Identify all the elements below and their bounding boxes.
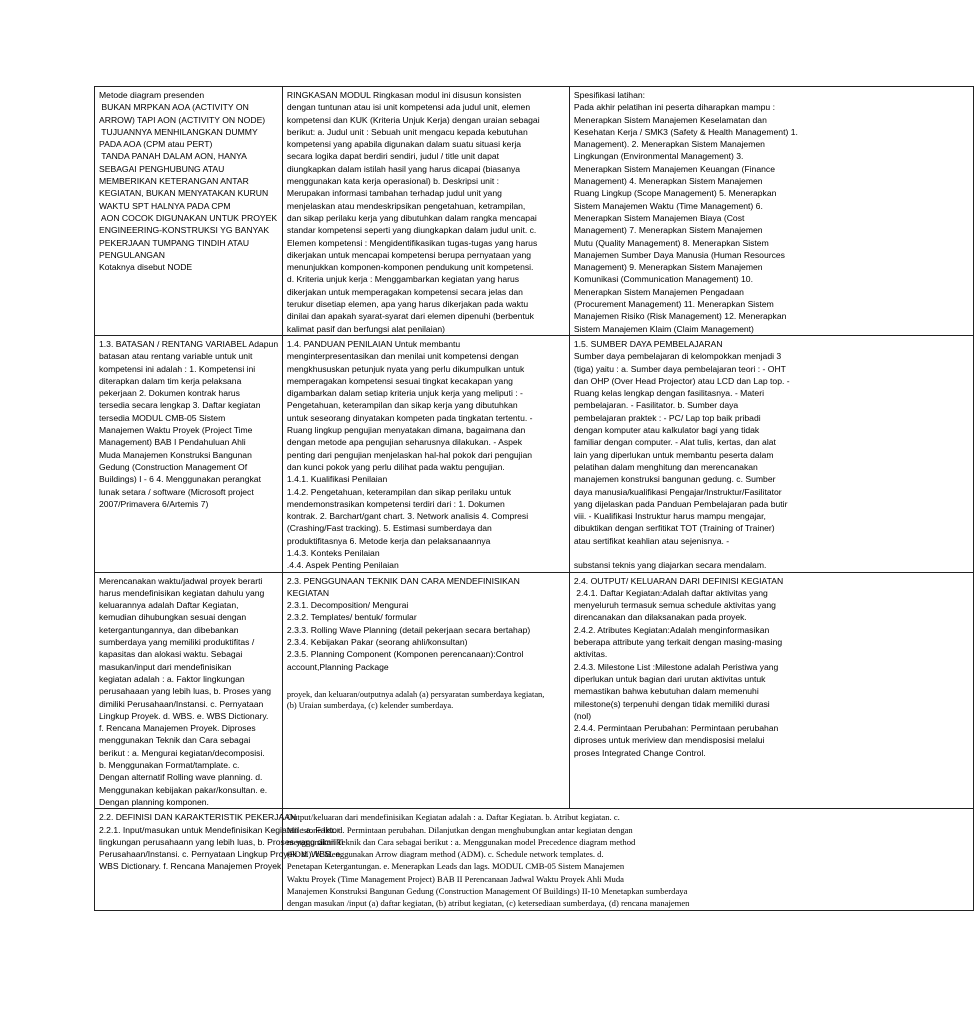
text-line: Elemen kompetensi : Mengidentifikasikan tugas-tugas yang harus bbox=[286, 237, 538, 248]
text-line: perusahaaan yang lebih luas, b. Proses yang bbox=[99, 686, 271, 697]
text-line: (b) Uraian sumberdaya, (c) kelender sumberdaya. bbox=[286, 700, 454, 710]
text-line: keluarannya adalah Daftar Kegiatan, bbox=[99, 600, 239, 611]
text-line: diungkapkan dalam istilah hasil yang harus dicapai (biasanya bbox=[286, 163, 521, 174]
text-line: d. Kriteria unjuk kerja : Menggambarkan kegiatan yang harus bbox=[286, 274, 520, 285]
text-line: 2.2.1. Input/masukan untuk Mendefinisikan Kegiatan : a. Faktor bbox=[99, 824, 340, 835]
text-line: dengan metode apa pengujian seharusnya dilakukan. - Aspek bbox=[286, 437, 522, 448]
text-line: WBS Dictionary. f. Rencana Manajemen Proyek. bbox=[99, 861, 284, 872]
text-line: BUKAN MRPKAN AOA (ACTIVITY ON bbox=[99, 102, 249, 113]
cell-batasan-variabel bbox=[95, 335, 283, 572]
text-line: Merencanakan waktu/jadwal proyek berarti bbox=[99, 575, 263, 586]
text-line: proses Integrated Change Control. bbox=[573, 747, 706, 758]
text-line: digambarkan dalam setiap kriteria unjuk kerja yang meliputi : - bbox=[286, 388, 523, 399]
text-line: ketergantungannya, dan dibebankan bbox=[99, 624, 239, 635]
text-line: direncanakan dan dilaksanakan pada proyek. bbox=[573, 612, 747, 623]
cell-penggunaan-teknik bbox=[282, 572, 569, 809]
cell-panduan-penilaian bbox=[282, 335, 569, 572]
text-line: proyek, dan keluaran/outputnya adalah (a) persyaratan sumberdaya kegiatan, bbox=[286, 689, 545, 699]
text-line: memperagakan kompetensi sesuai tingkat kecakapan yang bbox=[286, 375, 513, 386]
text-line: Dengan planning komponen. bbox=[99, 796, 209, 807]
text-line: Gedung (Construction Management Of bbox=[99, 461, 248, 472]
text-line: terukur disetiap elemen, apa yang harus dikerjakan pada waktu bbox=[286, 299, 529, 310]
text-line: Menerapkan Sistem Manajemen Biaya (Cost bbox=[573, 212, 745, 223]
table-row bbox=[95, 809, 974, 910]
text-line: dan OHP (Over Head Projector) atau LCD dan Lap top. - bbox=[573, 375, 790, 386]
text-line: dengan masukan /input (a) daftar kegiatan, (b) atribut kegiatan, (c) ketersediaan sumberdaya, (d) rencana manajemen bbox=[286, 898, 690, 909]
text-line: dimiliki Perusahaan/Instansi. c. Pernyataan bbox=[99, 698, 264, 709]
text-line: (nol) bbox=[573, 710, 592, 721]
text-line: Milestone list. d. Permintaan perubahan. Dilanjutkan dengan menghubungkan antar kegiatan dengan bbox=[286, 824, 633, 835]
text-line: Menerapkan Sistem Manajemen Keuangan (Finance bbox=[573, 163, 775, 174]
text-line: pembelajaran praktek : - PC/ Lap top baik pribadi bbox=[573, 412, 761, 423]
text-line: Merupakan informasi tambahan terhadap judul unit yang bbox=[286, 188, 502, 199]
text-line: Pada akhir pelatihan ini peserta diharapkan mampu : bbox=[573, 102, 775, 113]
text-line: Kesehatan Kerja / SMK3 (Safety & Health Management) 1. bbox=[573, 126, 798, 137]
text-line: mendemonstrasikan kompetensi terdiri dari : 1. Dokumen bbox=[286, 498, 505, 509]
text-line: atau sertifikat keahlian atau sejenisnya. - bbox=[573, 535, 730, 546]
text-line: berikut: a. Judul unit : Sebuah unit mengacu kepada kebutuhan bbox=[286, 126, 528, 137]
text-line: Dengan alternatif Rolling wave planning. d. bbox=[99, 772, 263, 783]
text-line: lingkungan perusahaann yang lebih luas, b. Proses yang dimiliki bbox=[99, 836, 344, 847]
text-line: kegiatan adalah : a. Faktor lingkungan bbox=[99, 673, 245, 684]
table-row bbox=[95, 572, 974, 809]
text-line: menginterpresentasikan dan menilai unit kompetensi dengan bbox=[286, 351, 519, 362]
text-line: familiar dengan computer. - Alat tulis, kertas, dan alat bbox=[573, 437, 776, 448]
content-table bbox=[94, 86, 974, 911]
text-line: 2007/Primavera 6/Artemis 7) bbox=[99, 498, 209, 509]
text-line: menjelaskan atau mendeskripsikan pengetahuan, ketrampilan, bbox=[286, 200, 526, 211]
cell-definisi-karakteristik bbox=[95, 809, 344, 910]
text-line: diproses untuk meriview dan mendisposisi melalui bbox=[573, 735, 765, 746]
text-line: ARROW) TAPI AON (ACTIVITY ON NODE) bbox=[99, 114, 266, 125]
text-line: f. Rencana Manajemen Proyek. Diproses bbox=[99, 723, 256, 734]
cell-spesifikasi-latihan bbox=[569, 87, 973, 336]
text-line: berikut : a. Mengurai kegiatan/decomposisi. bbox=[99, 747, 265, 758]
text-line: kemudian dihubungkan sesuai dengan bbox=[99, 612, 247, 623]
text-line: 2.4. OUTPUT/ KELUARAN DARI DEFINISI KEGIATAN bbox=[573, 575, 784, 586]
text-line: 2.3.4. Kebijakan Pakar (seorang ahli/konsultan) bbox=[286, 637, 468, 648]
text-line: masukan/input dari mendefinisikan bbox=[99, 661, 232, 672]
text-line: RINGKASAN MODUL Ringkasan modul ini disusun konsisten bbox=[286, 90, 522, 100]
text-line: substansi teknis yang diajarkan secara mendalam. bbox=[573, 560, 767, 571]
text-line: 2.3.1. Decomposition/ Mengurai bbox=[286, 600, 409, 611]
text-line: (PDM). b. Menggunakan Arrow diagram method (ADM). c. Schedule network templates. d. bbox=[286, 849, 604, 860]
text-line: PADA AOA (CPM atau PERT) bbox=[99, 139, 213, 150]
text-line: kompetensi ini adalah : 1. Kompetensi ini bbox=[99, 363, 256, 374]
text-line: Management) 4. Menerapkan Sistem Manajemen bbox=[573, 176, 763, 187]
text-line: milestone(s) terpenuhi dengan tidak memiliki durasi bbox=[573, 698, 770, 709]
text-line: penting dari pengujian menjelaskan hal-hal pokok dari pengujian bbox=[286, 449, 533, 460]
text-line: 1.4.1. Kualifikasi Penilaian bbox=[286, 474, 388, 485]
text-line: Menerapkan Sistem Manajemen Pengadaan bbox=[573, 286, 744, 297]
document-page bbox=[94, 86, 798, 909]
text-line bbox=[574, 547, 970, 559]
text-line: kompetensi dan KUK (Kriteria Unjuk Kerja) dengan uraian sebagai bbox=[286, 114, 540, 125]
text-line: Ruang kelas lengkap dengan fasilitasnya. - Materi bbox=[573, 388, 764, 399]
cell-output-kegiatan bbox=[282, 809, 973, 910]
text-line: beberapa attribute yang terkait dengan masing-masing bbox=[573, 637, 783, 648]
text-line: Buildings) I - 6 4. Menggunakan perangkat bbox=[99, 474, 261, 485]
text-line: 2.4.2. Atributes Kegiatan:Adalah menginformasikan bbox=[573, 624, 770, 635]
text-line: Mutu (Quality Management) 8. Menerapkan Sistem bbox=[573, 237, 769, 248]
text-line: dibuktikan dengan serfitikat TOT (Training of Trainer) bbox=[573, 523, 775, 534]
text-line: .4.4. Aspek Penting Penilaian bbox=[286, 560, 399, 571]
text-line: kompetensi yang apabila digunakan dalam suatu situasi kerja bbox=[286, 139, 522, 150]
cell-merencanakan-waktu bbox=[95, 572, 283, 809]
text-line: dikerjakan untuk mencapai kompetensi berupa pernyataan yang bbox=[286, 249, 532, 260]
text-line: Pengetahuan, keterampilan dan sikap kerja yang dibutuhkan bbox=[286, 400, 518, 411]
text-line: menyeluruh termasuk semua schedule aktivitas yang bbox=[573, 600, 776, 611]
text-line: menunjukkan komponen-komponen pendukung unit kompetensi. bbox=[286, 262, 534, 273]
text-line: kapasitas dan alokasi waktu. Sebagai bbox=[99, 649, 243, 660]
text-line: dan sikap perilaku kerja yang dibutuhkan dalam rangka mencapai bbox=[286, 212, 537, 223]
text-line: diterapkan dalam tim kerja pelaksana bbox=[99, 375, 242, 386]
text-line: sumberdaya yang memiliki produktifitas / bbox=[99, 637, 255, 648]
text-line: Menerapkan Sistem Manajemen Keselamatan dan bbox=[573, 114, 767, 125]
text-line: 2.2. DEFINISI DAN KARAKTERISTIK PEKERJAAN bbox=[99, 812, 297, 823]
text-line: Sistem Manajemen Waktu (Time Management) 6. bbox=[573, 200, 763, 211]
text-line: 1.4.2. Pengetahuan, keterampilan dan sikap perilaku untuk bbox=[286, 486, 511, 497]
text-line: MEMBERIKAN KETERANGAN ANTAR bbox=[99, 176, 249, 187]
text-line: pekerjaan 2. Dokumen kontrak harus bbox=[99, 388, 240, 399]
text-line: b. Menggunakan Format/tamplate. c. bbox=[99, 760, 240, 771]
text-line: WAKTU SPT HALNYA PADA CPM bbox=[99, 200, 231, 211]
text-line: Muda Manajemen Konstruksi Bangunan bbox=[99, 449, 252, 460]
text-line: Management). 2. Menerapkan Sistem Manajemen bbox=[573, 139, 765, 150]
text-line: Ruang Lingkup (Scope Management) 5. Menerapkan bbox=[573, 188, 777, 199]
text-line: mengkhususkan petunjuk nyata yang perlu dikumpulkan untuk bbox=[286, 363, 525, 374]
text-line: Komunikasi (Communication Management) 10. bbox=[573, 274, 753, 285]
text-line: account,Planning Package bbox=[286, 661, 389, 672]
text-line: Manajemen Risiko (Risk Management) 12. Menerapkan bbox=[573, 311, 787, 322]
text-line: PENGULANGAN bbox=[99, 249, 165, 260]
text-line: KEGIATAN, BUKAN MENYATAKAN KURUN bbox=[99, 188, 269, 199]
text-line: 2.4.1. Daftar Kegiatan:Adalah daftar aktivitas yang bbox=[573, 587, 768, 598]
text-line: PEKERJAAN TUMPANG TINDIH ATAU bbox=[99, 237, 250, 248]
text-line: SEBAGAI PENGHUBUNG ATAU bbox=[99, 163, 225, 174]
text-line: 1.4.3. Konteks Penilaian bbox=[286, 547, 380, 558]
text-line: dinilai dan apakah syarat-syarat dari elemen dipenuhi (berbentuk bbox=[286, 311, 534, 322]
text-line: manajemen konstruksi bangunan gedung. c. Sumber bbox=[573, 474, 776, 485]
text-line: 2.4.4. Permintaan Perubahan: Permintaan perubahan bbox=[573, 723, 779, 734]
text-line: lunak setara / software (Microsoft project bbox=[99, 486, 254, 497]
text-line: Penetapan Ketergantungan. e. Menerapkan Leads dan lags. MODUL CMB-05 Sistem Manajemen bbox=[286, 861, 625, 872]
text-line: 2.4.3. Milestone List :Milestone adalah Peristiwa yang bbox=[573, 661, 779, 672]
cell-output-keluaran bbox=[569, 572, 973, 809]
text-line: lain yang diperlukan untuk membantu peserta dalam bbox=[573, 449, 774, 460]
text-line: (Crashing/Fast tracking). 5. Estimasi sumberdaya dan bbox=[286, 523, 492, 534]
cell-metode-diagram bbox=[95, 87, 283, 336]
cell-sumber-daya bbox=[569, 335, 973, 572]
text-line: dengan komputer atau kalkulator bagi yang tidak bbox=[573, 425, 760, 436]
text-line: produktifitasnya 6. Metode kerja dan pelaksanaannya bbox=[286, 535, 491, 546]
text-line: (tiga) yaitu : a. Sumber daya pembelajaran teori : - OHT bbox=[573, 363, 786, 374]
text-line: kalimat pasif dan berfungsi alat penilaian) bbox=[286, 323, 446, 334]
text-line: Ruang lingkup pengujian menyatakan dimana, bagaimana dan bbox=[286, 425, 526, 436]
text-line: daya manusia/kualifikasi Pengajar/Instruktur/Fasilitator bbox=[573, 486, 782, 497]
text-line: Management) 9. Menerapkan Sistem Manajemen bbox=[573, 262, 763, 273]
text-line: secara logika dapat berdiri sendiri, judul / title unit dapat bbox=[286, 151, 500, 162]
text-line: TANDA PANAH DALAM AON, HANYA bbox=[99, 151, 247, 162]
text-line: KEGIATAN bbox=[286, 587, 330, 598]
text-line: AON COCOK DIGUNAKAN UNTUK PROYEK bbox=[99, 212, 278, 223]
cell-ringkasan-modul bbox=[282, 87, 569, 336]
text-line: 2.3.5. Planning Component (Komponen perencanaan):Control bbox=[286, 649, 524, 660]
text-line: Sistem Manajemen Klaim (Claim Management) bbox=[573, 323, 754, 334]
text-line: Lingkup Proyek. d. WBS. e. WBS Dictionary. bbox=[99, 710, 269, 721]
text-line: menggunakan Teknik dan Cara sebagai bbox=[99, 735, 251, 746]
text-line: batasan atau rentang variable untuk unit bbox=[99, 351, 253, 362]
text-line: 2.3. PENGGUNAAN TEKNIK DAN CARA MENDEFINISIKAN bbox=[286, 575, 520, 586]
text-line: Menggunakan kebijakan pakar/konsultan. e. bbox=[99, 784, 268, 795]
text-line: Lingkungan (Environmental Management) 3. bbox=[573, 151, 744, 162]
text-line: aktivitas. bbox=[573, 649, 608, 660]
text-line: standar kompetensi seperti yang diungkapkan dalam judul unit. c. bbox=[286, 225, 537, 236]
text-line: yang dijelaskan pada Panduan Pembelajaran pada butir bbox=[573, 498, 788, 509]
text-line: 2.3.3. Rolling Wave Planning (detail pekerjaan secara bertahap) bbox=[286, 624, 531, 635]
text-line: dan kunci pokok yang perlu dilihat pada waktu pengujian. bbox=[286, 461, 505, 472]
table-row bbox=[95, 87, 974, 336]
text-line: memastikan bahwa kebutuhan dalam memenuhi bbox=[573, 686, 759, 697]
text-line: 1.3. BATASAN / RENTANG VARIABEL Adapun bbox=[99, 338, 279, 349]
text-line: untuk seseorang dinyatakan kompeten pada tingkatan tertentu. - bbox=[286, 412, 533, 423]
text-line: viii. - Kualifikasi Instruktur harus mampu mengajar, bbox=[573, 511, 766, 522]
text-line: 1.4. PANDUAN PENILAIAN Untuk membantu bbox=[286, 338, 461, 349]
text-line: pelatihan dalam menghitung dan merencanakan bbox=[573, 461, 758, 472]
text-line: Waktu Proyek (Time Management Project) BAB II Perencanaan Jadwal Waktu Proyek Ahli Muda bbox=[286, 873, 624, 884]
text-line: Kotaknya disebut NODE bbox=[99, 262, 193, 273]
text-line: menggunakan kata kerja operasional) b. Deskripsi unit : bbox=[286, 176, 500, 187]
text-line: (Procurement Management) 11. Menerapkan Sistem bbox=[573, 299, 774, 310]
text-line: Perusahaan/Instansi. c. Pernyataan Lingkup Proyek. d. WBS. e. bbox=[99, 849, 343, 860]
text-line: 2.3.2. Templates/ bentuk/ formular bbox=[286, 612, 417, 623]
text-line: menggunakan Teknik dan Cara sebagai berikut : a. Menggunakan model Precedence diagram method bbox=[286, 836, 636, 847]
table-row bbox=[95, 335, 974, 572]
text-line: Management) BAB I Pendahuluan Ahli bbox=[99, 437, 246, 448]
text-line: Metode diagram presenden bbox=[99, 90, 205, 100]
text-line: Manajemen Sumber Daya Manusia (Human Resources bbox=[573, 249, 785, 260]
text-line: Spesifikasi latihan: bbox=[573, 90, 646, 100]
text-line: kontrak. 2. Barchart/gant chart. 3. Network analisis 4. Compresi bbox=[286, 511, 529, 522]
text-line: tersedia MODUL CMB-05 Sistem bbox=[99, 412, 226, 423]
text-line: pembelajaran. - Fasilitator. b. Sumber daya bbox=[573, 400, 739, 411]
text-line: TUJUANNYA MENHILANGKAN DUMMY bbox=[99, 126, 258, 137]
text-line: Management) 7. Menerapkan Sistem Manajemen bbox=[573, 225, 763, 236]
text-line: ENGINEERING-KONSTRUKSI YG BANYAK bbox=[99, 225, 270, 236]
text-line: Manajemen Konstruksi Bangunan Gedung (Construction Management Of Buildings) II-10 Menetapkan sumberdaya bbox=[286, 886, 688, 896]
text-line: Sumber daya pembelajaran di kelompokkan menjadi 3 bbox=[573, 351, 782, 362]
text-line: dengan tuntunan atau isi unit kompetensi ada judul unit, elemen bbox=[286, 102, 531, 113]
text-line: Manajemen Waktu Proyek (Project Time bbox=[99, 425, 253, 436]
text-line: dikerjakan untuk memperagakan kompetensi secara jelas dan bbox=[286, 286, 523, 297]
text-line: tersedia secara lengkap 3. Daftar kegiatan bbox=[99, 400, 261, 411]
text-line: Output/keluaran dari mendefinisikan Kegiatan adalah : a. Daftar Kegiatan. b. Atribut kegiatan. c. bbox=[286, 812, 620, 823]
text-line: harus mendefinisikan kegiatan dahulu yang bbox=[99, 587, 265, 598]
text-line: diperlukan untuk bagian dari urutan aktivitas untuk bbox=[573, 673, 766, 684]
text-line: 1.5. SUMBER DAYA PEMBELAJARAN bbox=[573, 338, 723, 349]
